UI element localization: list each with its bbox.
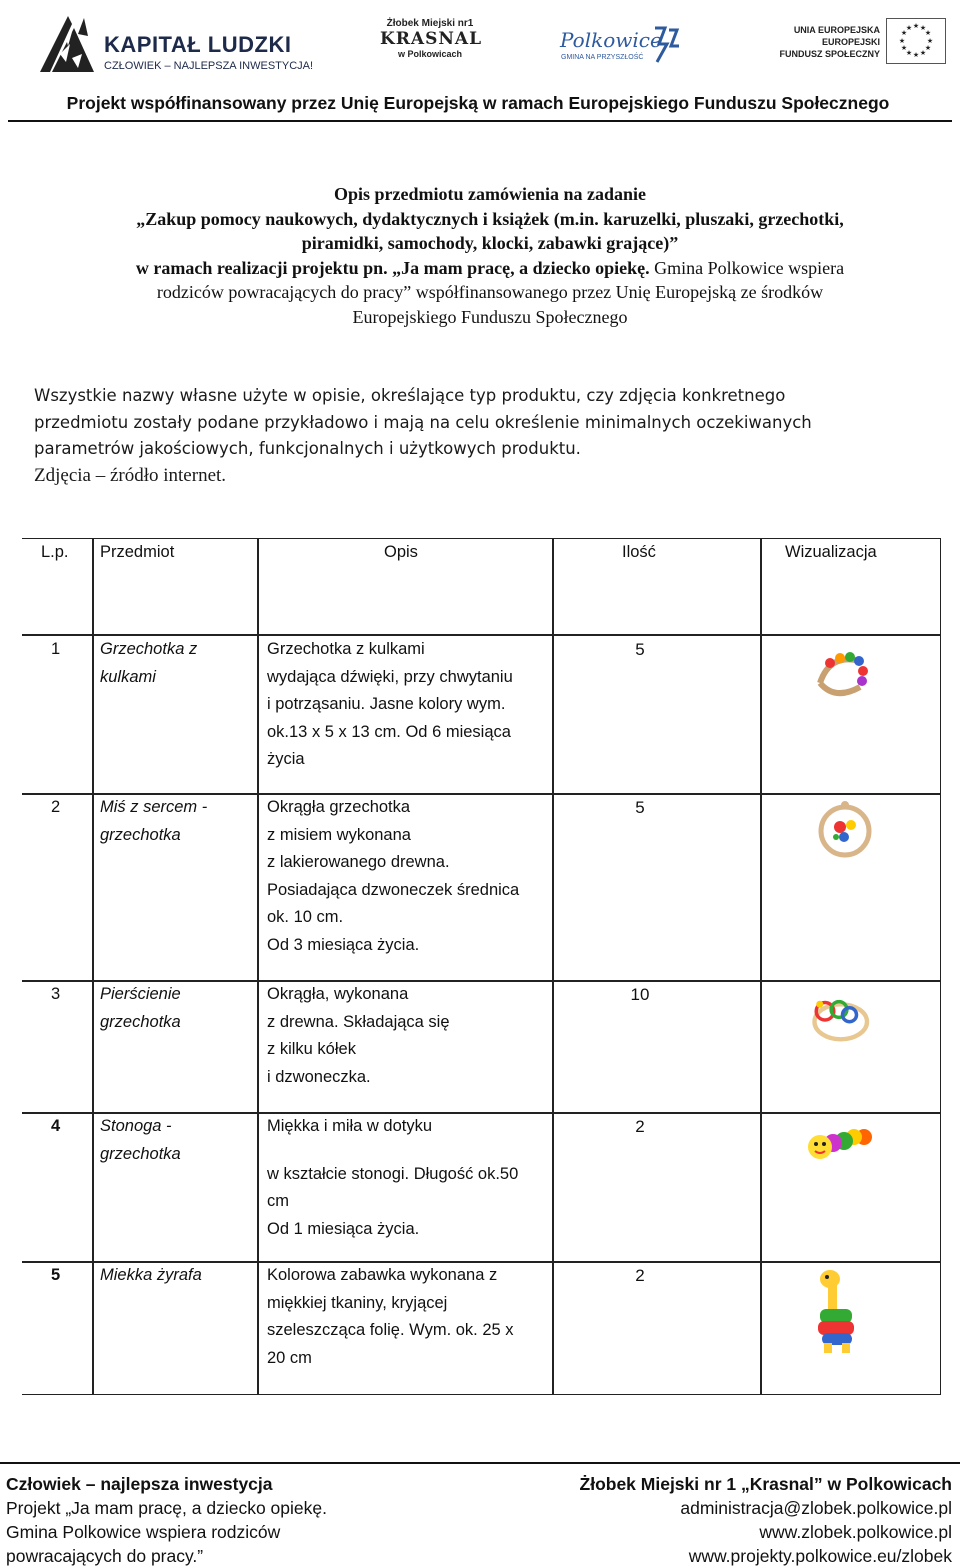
footer-email[interactable]: administracja@zlobek.polkowice.pl (680, 1498, 952, 1518)
column-divider (92, 539, 94, 1394)
row-2-description (267, 794, 519, 959)
title-line-6: Europejskiego Funduszu Społecznego (352, 306, 628, 327)
giraffe-toy-image (808, 1265, 868, 1355)
column-divider (760, 539, 762, 1394)
polkowice-mark-icon (651, 24, 681, 64)
row-1-desc-line: i potrząsaniu. Jasne kolory wym. (267, 695, 506, 713)
disclaimer-line-4: Zdjęcia – źródło internet. (34, 464, 227, 486)
row-5-name (100, 1262, 202, 1290)
row-1-desc-line: Grzechotka z kulkami (267, 640, 425, 658)
row-3-name-line: grzechotka (100, 1012, 181, 1031)
row-1-quantity: 5 (635, 640, 645, 659)
header-divider (8, 120, 952, 122)
row-3-desc-line: z kilku kółek (267, 1040, 356, 1058)
kapital-ludzki-title: KAPITAŁ LUDZKI (104, 32, 292, 57)
row-5-desc-line: szeleszcząca folię. Wym. ok. 25 x (267, 1321, 514, 1339)
footer-right-line-1: Żłobek Miejski nr 1 „Krasnal” w Polkowicach (579, 1474, 952, 1494)
eu-line-2: EUROPEJSKI (821, 37, 880, 47)
row-3-name (100, 981, 181, 1036)
polkowice-logo (555, 20, 685, 70)
krasnal-line-2: KRASNAL (380, 29, 483, 49)
svg-text:★: ★ (898, 37, 906, 45)
eu-line-3: FUNDUSZ SPOŁECZNY (779, 49, 880, 59)
title-line-4a: w ramach realizacji projektu pn. „Ja mam pracę, a dziecko opiekę. (135, 257, 650, 278)
polkowice-name: Polkowice (560, 28, 662, 52)
row-3-desc-line: Okrągła, wykonana (267, 985, 409, 1003)
svg-text:★: ★ (905, 49, 913, 57)
svg-text:★: ★ (912, 22, 920, 30)
title-line-3: piramidki, samochody, klocki, zabawki grające)” (301, 233, 679, 253)
row-2-quantity: 5 (635, 798, 645, 817)
teddy-rattle-image (810, 797, 880, 867)
row-2-desc-line: Od 3 miesiąca życia. (267, 935, 420, 954)
row-1-desc-line: ok.13 x 5 x 13 cm. Od 6 miesiąca (267, 722, 511, 741)
row-4-desc-line: Od 1 miesiąca życia. (267, 1219, 420, 1238)
row-4-desc-line: w kształcie stonogi. Długość ok.50 (267, 1164, 519, 1183)
row-3-lp: 3 (51, 985, 61, 1003)
row-2-lp: 2 (51, 798, 61, 816)
eu-flag-icon (886, 18, 946, 64)
row-1-description (267, 636, 513, 774)
disclaimer-line-1: Wszystkie nazwy własne użyte w opisie, określające typ produktu, czy zdjęcia konkretnego (34, 386, 786, 405)
row-5-desc-line: 20 cm (267, 1348, 312, 1367)
row-1-name-line: kulkami (100, 667, 156, 686)
kapital-ludzki-logo (38, 14, 314, 74)
row-2-desc-line: z lakierowanego drewna. (267, 853, 450, 871)
items-table (22, 538, 941, 1395)
kapital-ludzki-mark-icon (38, 14, 96, 74)
footer-divider (0, 1462, 960, 1464)
header-description: Opis (384, 543, 418, 561)
svg-text:★: ★ (926, 37, 934, 45)
header-quantity: Ilość (622, 543, 656, 561)
row-2-name-line: grzechotka (100, 825, 181, 844)
row-3-description (267, 981, 450, 1091)
row-4-description (267, 1113, 518, 1243)
row-4-name (100, 1113, 181, 1168)
header-visualization: Wizualizacja (785, 543, 877, 561)
row-2-name-line: Miś z sercem - (100, 798, 208, 816)
row-5-desc-line: miękkiej tkaniny, kryjącej (267, 1293, 448, 1312)
footer-left-line-1: Człowiek – najlepsza inwestycja (6, 1474, 273, 1494)
row-1-name (100, 636, 197, 691)
svg-text:★: ★ (900, 44, 908, 52)
rings-rattle-image (804, 985, 874, 1055)
rattle-with-beads-image (810, 643, 880, 713)
column-divider (257, 539, 259, 1394)
row-5-quantity: 2 (635, 1266, 645, 1285)
row-4-desc-spacer (267, 1141, 518, 1161)
svg-text:★: ★ (919, 49, 927, 57)
krasnal-line-3: w Polkowicach (397, 49, 463, 59)
footer-website-2[interactable]: www.projekty.polkowice.eu/zlobek (688, 1546, 952, 1566)
disclaimer-line-3: parametrów jakościowych, funkcjonalnych i użytkowych produktu. (34, 439, 581, 458)
krasnal-line-1: Żłobek Miejski nr1 (386, 18, 474, 29)
project-cofinancing-line: Projekt współfinansowany przez Unię Europejską w ramach Europejskiego Funduszu Społecznego (66, 93, 890, 113)
row-3-quantity: 10 (630, 985, 650, 1004)
eu-logo (752, 18, 946, 70)
footer-left-line-2: Projekt „Ja mam pracę, a dziecko opiekę. (6, 1498, 327, 1518)
row-1-desc-line: życia (267, 750, 305, 768)
eu-line-1: UNIA EUROPEJSKA (793, 25, 880, 35)
row-3-desc-line: i dzwoneczka. (267, 1067, 371, 1086)
title-line-1: Opis przedmiotu zamówienia na zadanie (333, 184, 646, 204)
disclaimer-paragraph (34, 383, 958, 489)
svg-text:★: ★ (924, 29, 932, 37)
row-5-description (267, 1262, 514, 1372)
row-2-desc-line: Okrągła grzechotka (267, 798, 411, 816)
row-1-name-line: Grzechotka z (100, 640, 198, 658)
svg-text:★: ★ (924, 44, 932, 52)
row-2-name (100, 794, 207, 849)
footer-website-1[interactable]: www.zlobek.polkowice.pl (759, 1522, 952, 1542)
column-divider (552, 539, 554, 1394)
row-3-name-line: Pierścienie (100, 985, 181, 1003)
row-5-name-line: Miekka żyrafa (100, 1266, 202, 1284)
row-2-desc-line: ok. 10 cm. (267, 908, 344, 926)
krasnal-logo (380, 18, 483, 68)
header-lp: L.p. (41, 543, 69, 561)
row-4-quantity: 2 (635, 1117, 645, 1136)
row-5-lp: 5 (51, 1266, 61, 1284)
row-4-desc-line: cm (267, 1192, 289, 1210)
kapital-ludzki-subtitle: CZŁOWIEK – NAJLEPSZA INWESTYCJA! (104, 60, 314, 72)
eu-logo-text (752, 24, 880, 60)
row-4-name-line: Stonoga - (100, 1117, 172, 1135)
svg-text:★: ★ (912, 51, 920, 59)
row-2-desc-line: Posiadająca dzwoneczek średnica (267, 880, 520, 899)
row-3-desc-line: z drewna. Składająca się (267, 1012, 450, 1031)
title-line-2: „Zakup pomocy naukowych, dydaktycznych i książek (m.in. karuzelki, pluszaki, grzechotki, (136, 208, 844, 229)
row-4-name-line: grzechotka (100, 1144, 181, 1163)
title-line-4b: Gmina Polkowice wspiera (649, 257, 845, 278)
header-item: Przedmiot (100, 543, 175, 561)
document-title (40, 182, 940, 329)
row-5-desc-line: Kolorowa zabawka wykonana z (267, 1266, 498, 1284)
row-4-desc-line: Miękka i miła w dotyku (267, 1117, 433, 1135)
svg-text:★: ★ (919, 24, 927, 32)
footer-left (6, 1472, 327, 1568)
title-line-5: rodziców powracających do pracy” współfinansowanego przez Unię Europejską ze środków (156, 282, 824, 302)
caterpillar-toy-image (800, 1119, 880, 1169)
disclaimer-line-2: przedmiotu zostały podane przykładowo i mają na celu określenie minimalnych oczekiwanych (34, 412, 812, 432)
row-1-lp: 1 (51, 640, 61, 658)
row-4-lp: 4 (51, 1117, 61, 1135)
row-2-desc-line: z misiem wykonana (267, 825, 411, 844)
svg-text:★: ★ (905, 24, 913, 32)
row-1-desc-line: wydająca dźwięki, przy chwytaniu (267, 667, 513, 686)
title-line-4 (40, 256, 940, 281)
header-logos (0, 0, 960, 90)
footer-right (580, 1472, 952, 1568)
footer-left-line-4: powracających do pracy.” (6, 1546, 204, 1566)
svg-text:★: ★ (900, 29, 908, 37)
polkowice-tagline: GMINA NA PRZYSZŁOŚĆ (561, 54, 644, 61)
footer-left-line-3: Gmina Polkowice wspiera rodziców (6, 1522, 281, 1542)
